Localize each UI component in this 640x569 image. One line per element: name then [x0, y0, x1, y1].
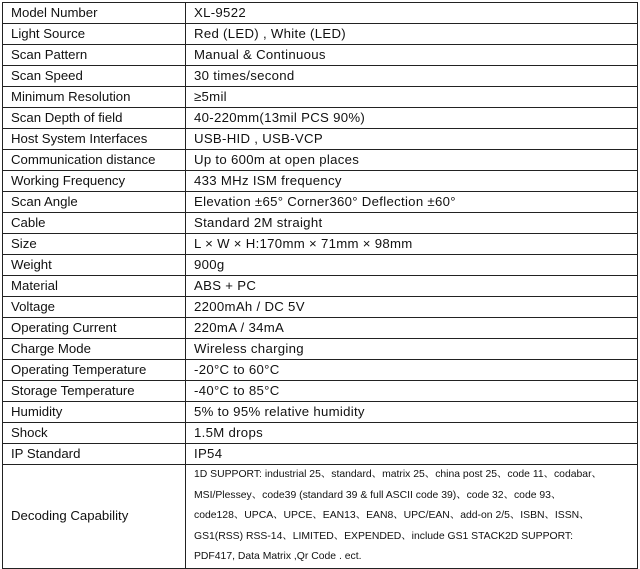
spec-label: Scan Depth of field: [3, 108, 186, 129]
spec-value: ≥5mil: [186, 87, 638, 108]
spec-label: Material: [3, 276, 186, 297]
spec-label: Humidity: [3, 402, 186, 423]
spec-value: 1.5M drops: [186, 423, 638, 444]
spec-row-scan-angle: [3, 192, 638, 213]
spec-value: -20°C to 60°C: [186, 360, 638, 381]
spec-label: IP Standard: [3, 444, 186, 465]
spec-label: Weight: [3, 255, 186, 276]
spec-row-working-frequency: [3, 171, 638, 192]
spec-row-voltage: [3, 297, 638, 318]
spec-row-humidity: [3, 402, 638, 423]
spec-value: Red (LED) , White (LED): [186, 24, 638, 45]
decoding-line: GS1(RSS) RSS-14、LIMITED、EXPENDED、include GS1 STACK2D SUPPORT:: [194, 530, 573, 542]
spec-row-minimum-resolution: [3, 87, 638, 108]
spec-value: XL-9522: [186, 3, 638, 24]
spec-label: Working Frequency: [3, 171, 186, 192]
spec-label: Operating Temperature: [3, 360, 186, 381]
spec-value: Up to 600m at open places: [186, 150, 638, 171]
spec-label: Charge Mode: [3, 339, 186, 360]
spec-row-operating-temperature: [3, 360, 638, 381]
spec-row-material: [3, 276, 638, 297]
spec-value: L × W × H:170mm × 71mm × 98mm: [186, 234, 638, 255]
spec-row-size: [3, 234, 638, 255]
spec-value: 220mA / 34mA: [186, 318, 638, 339]
spec-value: Standard 2M straight: [186, 213, 638, 234]
decoding-line: MSI/Plessey、code39 (standard 39 & full ASCII code 39)、code 32、code 93、: [194, 489, 562, 501]
spec-value: 40-220mm(13mil PCS 90%): [186, 108, 638, 129]
spec-value: ABS + PC: [186, 276, 638, 297]
spec-row-scan-speed: [3, 66, 638, 87]
spec-row-communication-distance: [3, 150, 638, 171]
spec-row-model-number: [3, 3, 638, 24]
spec-label: Scan Speed: [3, 66, 186, 87]
spec-label: Minimum Resolution: [3, 87, 186, 108]
spec-row-storage-temperature: [3, 381, 638, 402]
spec-row-ip-standard: [3, 444, 638, 465]
spec-value: Manual & Continuous: [186, 45, 638, 66]
spec-label: Scan Pattern: [3, 45, 186, 66]
spec-label: Host System Interfaces: [3, 129, 186, 150]
spec-row-scan-pattern: [3, 45, 638, 66]
spec-label: Decoding Capability: [3, 465, 186, 569]
spec-row-weight: [3, 255, 638, 276]
spec-label: Communication distance: [3, 150, 186, 171]
spec-label: Light Source: [3, 24, 186, 45]
spec-row-scan-depth: [3, 108, 638, 129]
spec-value: 2200mAh / DC 5V: [186, 297, 638, 318]
spec-label: Operating Current: [3, 318, 186, 339]
spec-value: USB-HID , USB-VCP: [186, 129, 638, 150]
spec-value: -40°C to 85°C: [186, 381, 638, 402]
spec-value: Elevation ±65° Corner360° Deflection ±60°: [186, 192, 638, 213]
spec-row-operating-current: [3, 318, 638, 339]
spec-row-charge-mode: [3, 339, 638, 360]
spec-label: Scan Angle: [3, 192, 186, 213]
spec-row-shock: [3, 423, 638, 444]
spec-value: Wireless charging: [186, 339, 638, 360]
spec-value: IP54: [186, 444, 638, 465]
spec-label: Model Number: [3, 3, 186, 24]
spec-value: 5% to 95% relative humidity: [186, 402, 638, 423]
spec-row-light-source: [3, 24, 638, 45]
spec-value: 30 times/second: [186, 66, 638, 87]
spec-row-cable: [3, 213, 638, 234]
spec-table: [2, 2, 638, 569]
spec-value: 900g: [186, 255, 638, 276]
decoding-line: code128、UPCA、UPCE、EAN13、EAN8、UPC/EAN、add-on 2/5、ISBN、ISSN、: [194, 510, 590, 522]
spec-label: Storage Temperature: [3, 381, 186, 402]
spec-label: Voltage: [3, 297, 186, 318]
spec-label: Cable: [3, 213, 186, 234]
spec-label: Shock: [3, 423, 186, 444]
spec-row-host-interfaces: [3, 129, 638, 150]
spec-row-decoding-capability: [3, 465, 638, 569]
spec-label: Size: [3, 234, 186, 255]
decoding-line: PDF417, Data Matrix ,Qr Code . ect.: [194, 551, 362, 563]
decoding-line: 1D SUPPORT: industrial 25、standard、matrix 25、china post 25、code 11、codabar、: [194, 469, 602, 480]
spec-value: 433 MHz ISM frequency: [186, 171, 638, 192]
decoding-lines: [186, 465, 638, 569]
